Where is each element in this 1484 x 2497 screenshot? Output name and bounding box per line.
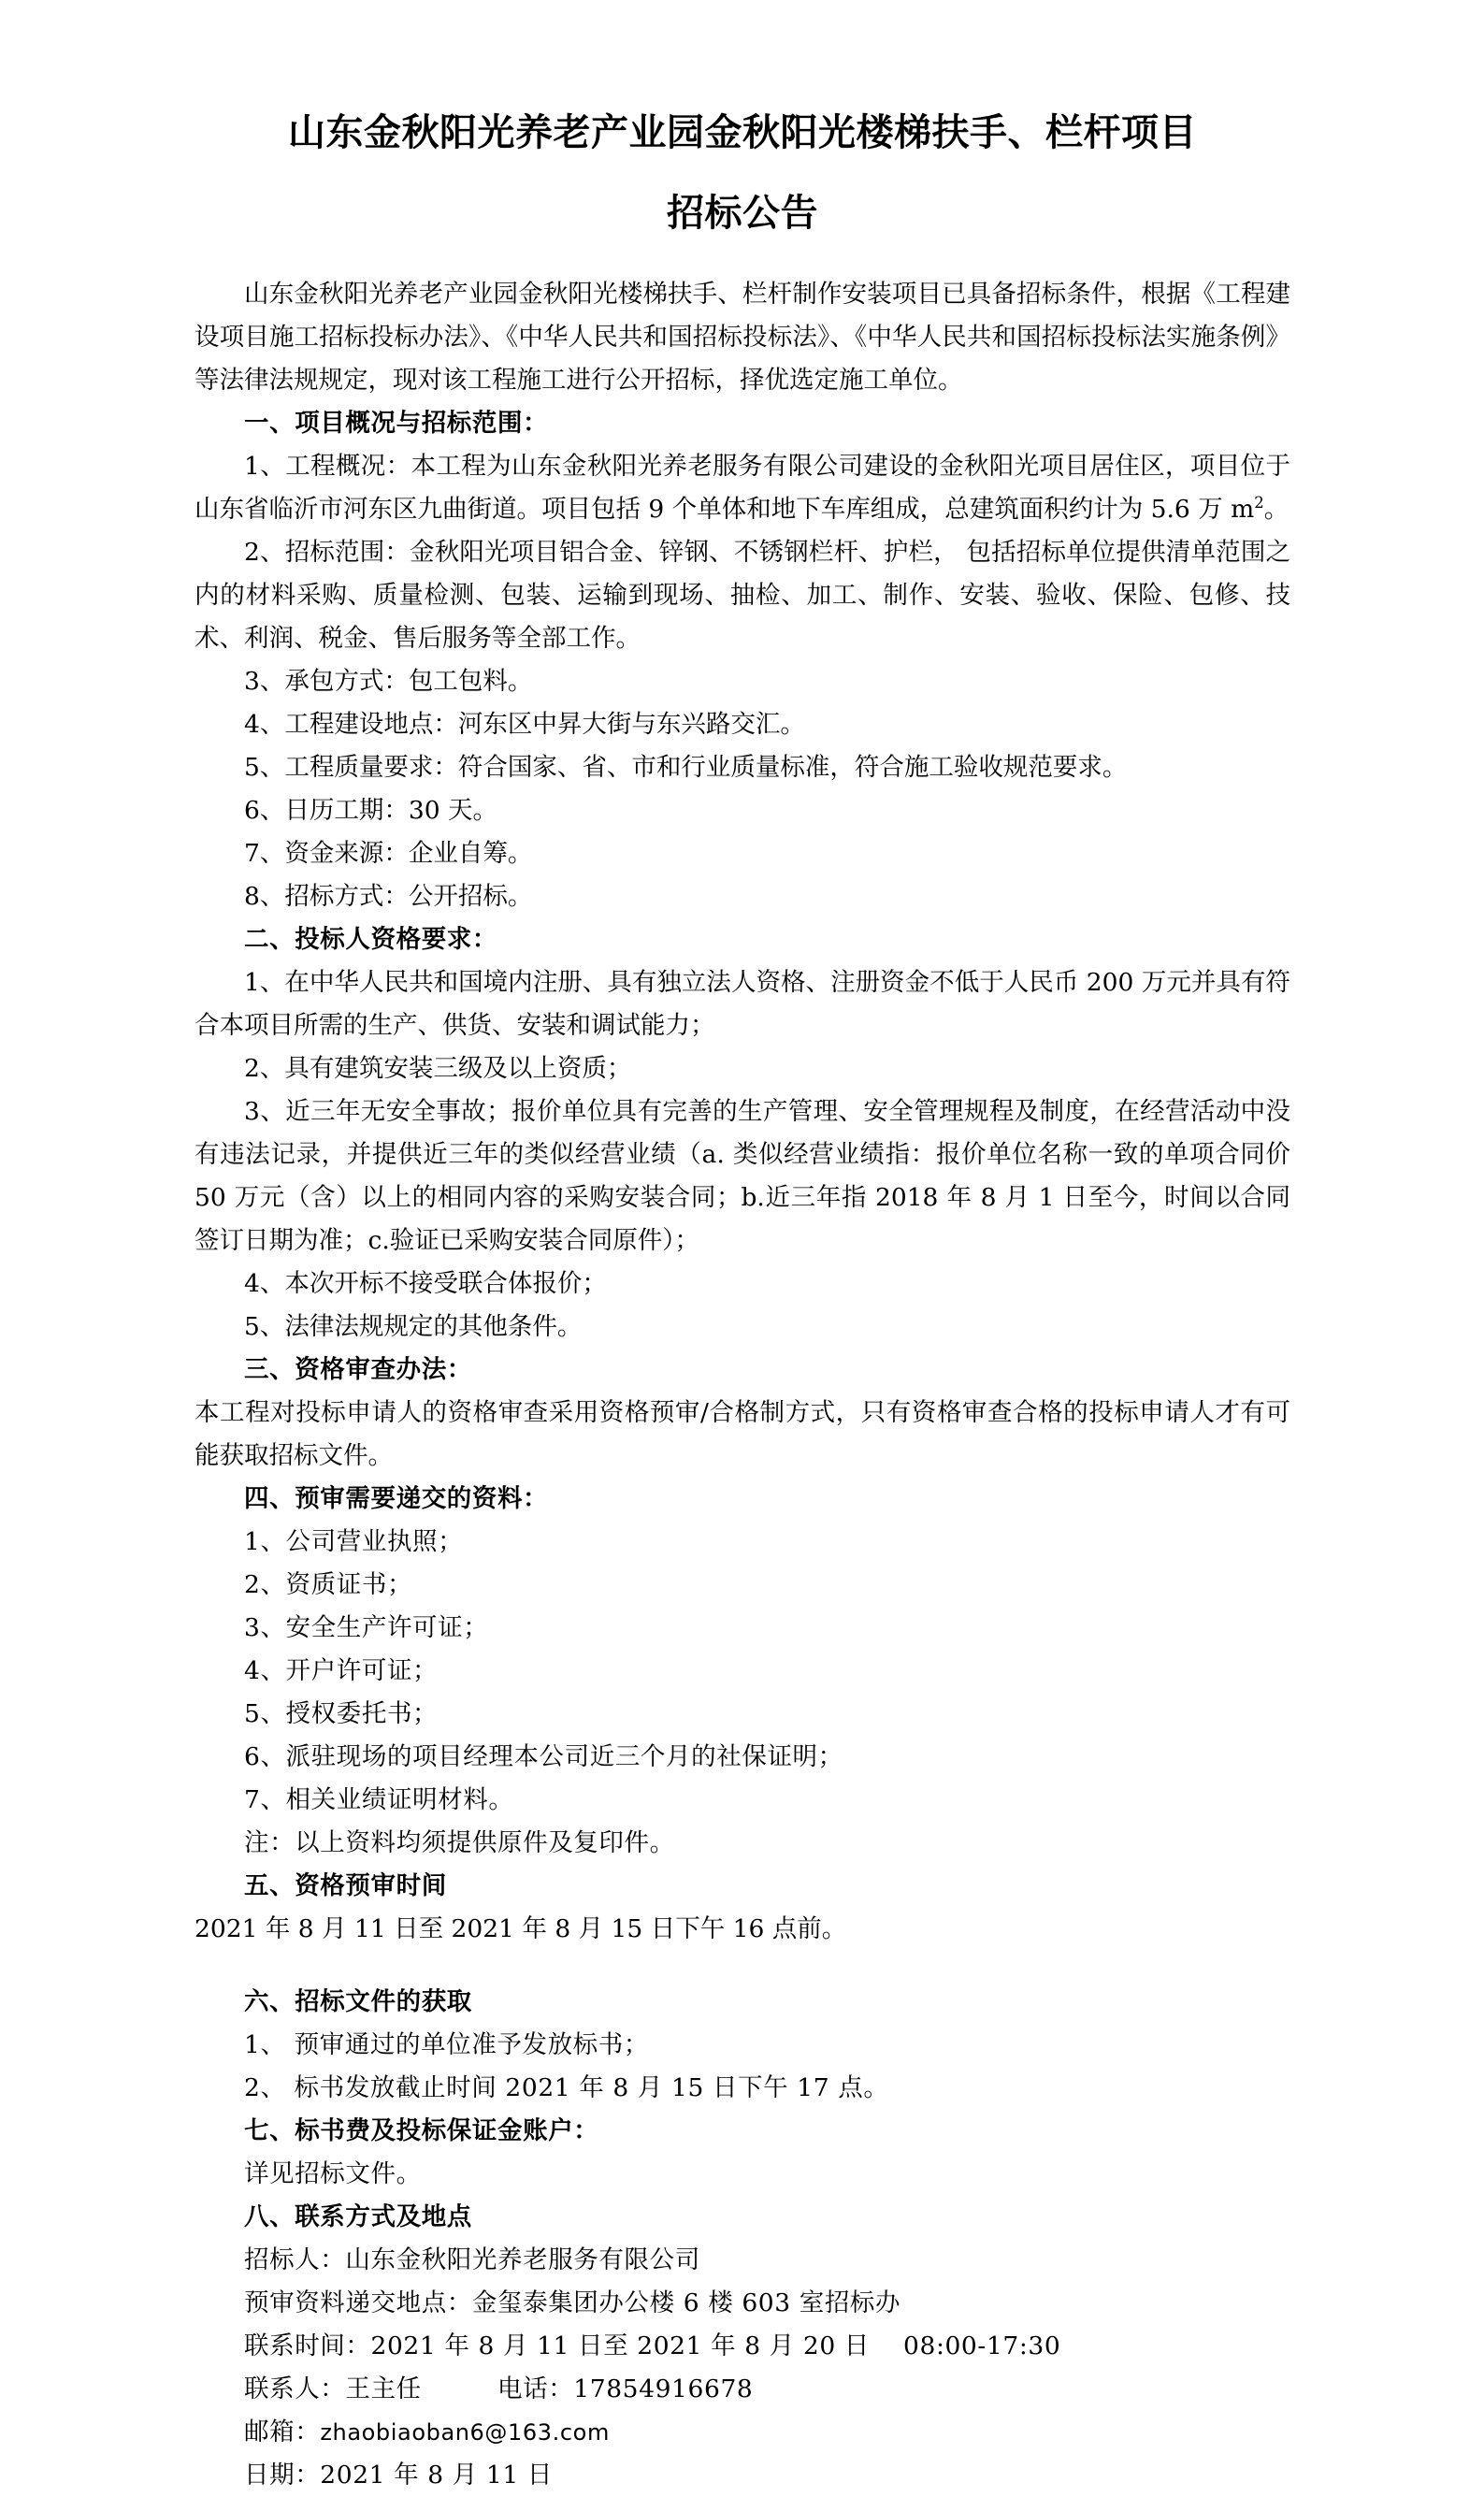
section-heading-2: 二、投标人资格要求： <box>244 925 497 954</box>
section-heading-6: 六、招标文件的获取 <box>244 1987 472 2016</box>
document-body <box>195 0 1290 2497</box>
section-heading-4: 四、预审需要递交的资料： <box>244 1484 549 1513</box>
section-5-body: 2021 年 8 月 11 日至 2021 年 8 月 15 日下午 16 点前。 <box>195 1914 847 1943</box>
contact-person-line: 联系人：王主任 电话：17854916678 <box>244 2374 754 2403</box>
section-2-item-5: 5、法律法规规定的其他条件。 <box>244 1312 583 1341</box>
page-subtitle: 招标公告 <box>667 191 818 235</box>
section-1-item-6: 6、日历工期：30 天。 <box>244 796 498 825</box>
section-4-note: 注：以上资料均须提供原件及复印件。 <box>244 1828 675 1857</box>
issue-date-line: 日期：2021 年 8 月 11 日 <box>244 2461 553 2490</box>
section-1-item-4: 4、工程建设地点：河东区中昇大街与东兴路交汇。 <box>244 710 805 739</box>
section-4-item-4: 4、开户许可证； <box>244 1656 439 1685</box>
page-title: 山东金秋阳光养老产业园金秋阳光楼梯扶手、栏杆项目 <box>288 110 1197 154</box>
section-2-item-1: 1、在中华人民共和国境内注册、具有独立法人资格、注册资金不低于人民币 200 万元并具有符合本项目所需的生产、供货、安装和调试能力； <box>195 968 1290 1040</box>
section-3-body: 本工程对投标申请人的资格审查采用资格预审/合格制方式，只有资格审查合格的投标申请人才有可能获取招标文件。 <box>195 1398 1290 1470</box>
section-heading-8: 八、联系方式及地点 <box>244 2202 472 2231</box>
contact-time-line: 联系时间：2021 年 8 月 11 日至 2021 年 8 月 20 日 08:00-17:30 <box>244 2331 1061 2360</box>
email-address: zhaobiaoban6@163.com <box>320 2419 610 2446</box>
section-2-item-3: 3、近三年无安全事故；报价单位具有完善的生产管理、安全管理规程及制度，在经营活动中没有违法记录，并提供近三年的类似经营业绩（a. 类似经营业绩指：报价单位名称一致的单项合同价 50 万元（含）以上的相同内容的采购安装合同；b.近三年指 2018 年 8 月 1 日至今，时间以合同签订日期为准；c.验证已采购安装合同原件）； <box>195 1097 1290 1255</box>
section-heading-7: 七、标书费及投标保证金账户： <box>244 2116 599 2145</box>
section-4-item-5: 5、授权委托书； <box>244 1699 439 1728</box>
section-2-item-2: 2、具有建筑安装三级及以上资质； <box>244 1054 632 1083</box>
section-2-item-4: 4、本次开标不接受联合体报价； <box>244 1269 607 1298</box>
email-label: 邮箱： <box>244 2418 321 2446</box>
section-1-item-7: 7、资金来源：企业自筹。 <box>244 839 533 868</box>
section-6-item-1: 1、 预审通过的单位准予发放标书； <box>244 2030 649 2059</box>
section-4-item-3: 3、安全生产许可证； <box>244 1613 489 1642</box>
section-7-body: 详见招标文件。 <box>244 2159 422 2188</box>
section-1-item-5: 5、工程质量要求：符合国家、省、市和行业质量标准，符合施工验收规范要求。 <box>244 753 1128 782</box>
section-4-item-7: 7、相关业绩证明材料。 <box>244 1785 514 1814</box>
section-heading-3: 三、资格审查办法： <box>244 1355 472 1384</box>
submit-location-line: 预审资料递交地点：金玺泰集团办公楼 6 楼 603 室招标办 <box>244 2288 901 2317</box>
email-line <box>195 2411 1290 2454</box>
document-content <box>195 236 1290 2497</box>
section-1-item-1 <box>195 445 1290 531</box>
section-4-item-1: 1、公司营业执照； <box>244 1527 464 1556</box>
title-block <box>195 0 1290 236</box>
section-1-item-3: 3、承包方式：包工包料。 <box>244 667 533 696</box>
section-4-item-6: 6、派驻现场的项目经理本公司近三个月的社保证明； <box>244 1742 843 1771</box>
section-1-item-2: 2、招标范围：金秋阳光项目铝合金、锌钢、不锈钢栏杆、护栏， 包括招标单位提供清单范围之内的材料采购、质量检测、包装、运输到现场、抽检、加工、制作、安装、验收、保险、包修、技术、利润、税金、售后服务等全部工作。 <box>195 538 1290 653</box>
section-heading-1: 一、项目概况与招标范围： <box>244 409 549 438</box>
section-6-item-2: 2、 标书发放截止时间 2021 年 8 月 15 日下午 17 点。 <box>244 2073 889 2102</box>
square-meter-superscript: 2 <box>1254 494 1264 512</box>
intro-paragraph: 山东金秋阳光养老产业园金秋阳光楼梯扶手、栏杆制作安装项目已具备招标条件，根据《工程建设项目施工招标投标办法》、《中华人民共和国招标投标法》、《中华人民共和国招标投标法实施条例》等法律法规规定，现对该工程施工进行公开招标，择优选定施工单位。 <box>195 280 1290 395</box>
section-heading-5: 五、资格预审时间 <box>244 1871 447 1900</box>
tenderer-line: 招标人：山东金秋阳光养老服务有限公司 <box>244 2245 700 2274</box>
section-1-item-1-tail: 。 <box>1263 495 1289 524</box>
section-1-item-1-text: 1、工程概况：本工程为山东金秋阳光养老服务有限公司建设的金秋阳光项目居住区，项目位于山东省临沂市河东区九曲街道。项目包括 9 个单体和地下车库组成，总建筑面积约计为 5.6 万 m <box>195 452 1290 524</box>
section-4-item-2: 2、资质证书； <box>244 1570 413 1599</box>
section-1-item-8: 8、招标方式：公开招标。 <box>244 882 533 911</box>
